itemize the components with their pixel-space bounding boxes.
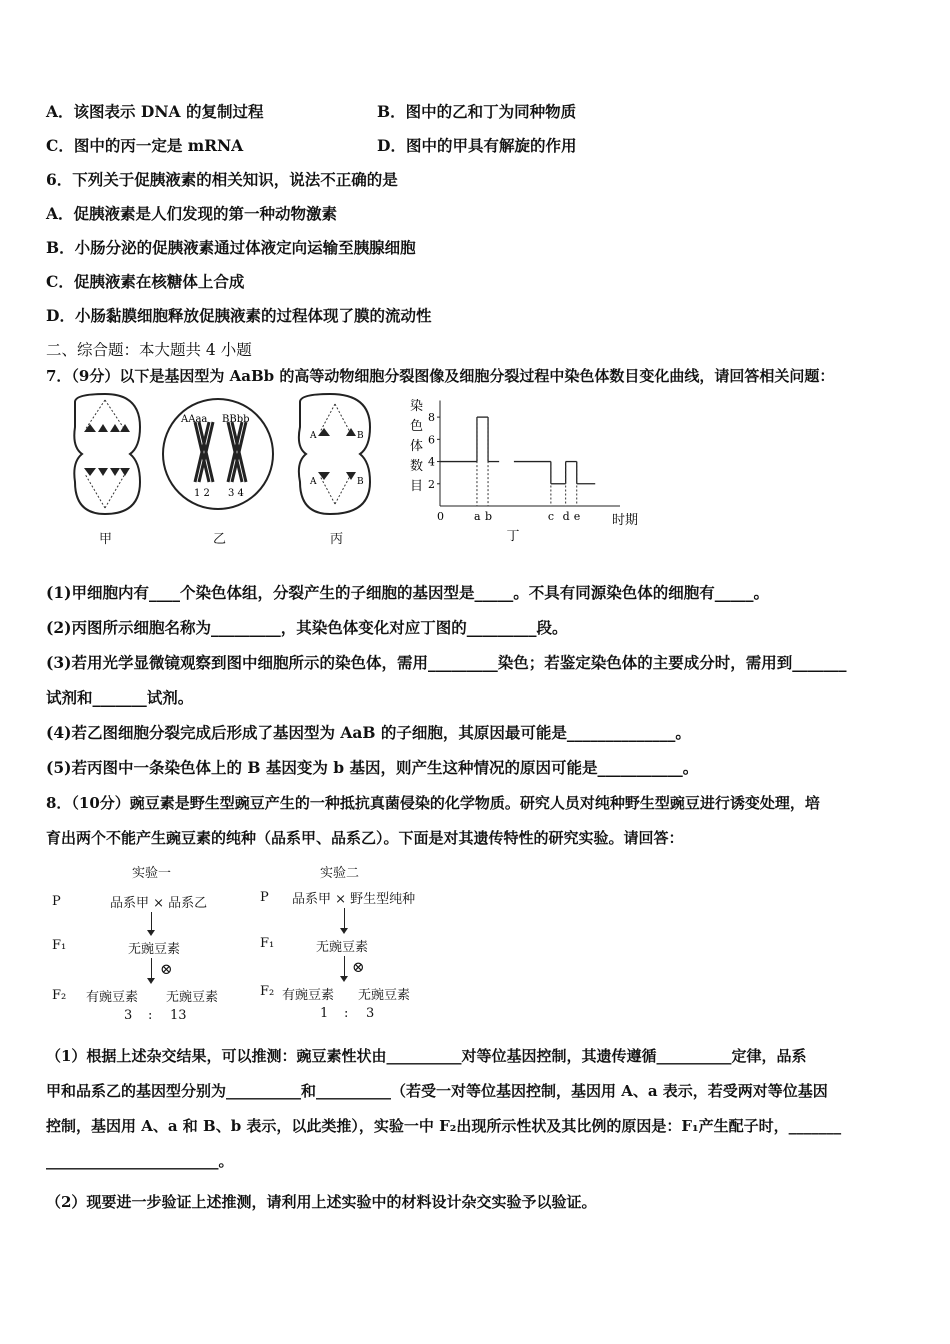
q6-option-c: C．促胰液素在核糖体上合成: [46, 272, 245, 291]
exp1-f1-pheno: 无豌豆素: [128, 942, 181, 957]
q5-option-b: B．图中的乙和丁为同种物质: [377, 102, 577, 121]
exp1-self-icon: ⊗: [160, 960, 173, 978]
section-heading: 二、综合题：本大题共 4 小题: [46, 341, 252, 359]
q5-option-a: A．该图表示 DNA 的复制过程: [46, 102, 264, 121]
exp2-f2: F₂: [260, 984, 275, 999]
label-bing: 丙: [330, 532, 344, 547]
q6-option-a: A．促胰液素是人们发现的第一种动物激素: [46, 204, 338, 223]
exp2-colon: :: [344, 1006, 349, 1021]
exp1-f2-a: 有豌豆素: [86, 990, 139, 1005]
q8-sub1-line1: （1）根据上述杂交结果，可以推测：豌豆素性状由__________对等位基因控制，其遗传遵循__________定律，品系: [46, 1047, 807, 1065]
svg-text:BBbb: BBbb: [222, 414, 250, 425]
exp1-f2-b: 无豌豆素: [166, 990, 219, 1005]
chromosome-count-chart: [410, 396, 645, 546]
exp1-p: P: [52, 894, 61, 909]
x-tick-label: e: [573, 510, 581, 523]
svg-text:B: B: [357, 477, 364, 487]
q5-option-c: C．图中的丙一定是 mRNA: [46, 136, 244, 155]
y-label-char: 体: [410, 439, 424, 454]
exp2-title: 实验二: [320, 866, 360, 881]
exp2-arrow-head-1: [340, 928, 348, 934]
cell-jia: [74, 394, 140, 514]
q8-stem-1: 8．（10分）豌豆素是野生型豌豆产生的一种抵抗真菌侵染的化学物质。研究人员对纯种野生型豌豆进行诱变处理，培: [46, 794, 820, 812]
experiment-1: [50, 862, 250, 1027]
q7-sub3a: (3)若用光学显微镜观察到图中细胞所示的染色体，需用_________染色；若鉴定染色体的主要成分时，需用到_______: [46, 653, 847, 672]
x-tick-label: c: [547, 510, 555, 523]
label-jia: 甲: [99, 532, 113, 547]
y-label-char: 数: [410, 459, 424, 474]
exp2-f2-b: 无豌豆素: [358, 988, 411, 1003]
x-tick-label: 0: [437, 510, 444, 523]
svg-text:3 4: 3 4: [228, 488, 244, 499]
svg-text:B: B: [357, 431, 364, 441]
x-tick-label: d: [562, 510, 570, 523]
svg-text:A: A: [310, 477, 317, 487]
y-tick-label: 2: [428, 477, 435, 491]
y-label-char: 染: [410, 399, 424, 414]
q7-sub5: (5)若丙图中一条染色体上的 B 基因变为 b 基因，则产生这种情况的原因可能是___________。: [46, 758, 699, 777]
cell-bing: [299, 394, 370, 514]
q5-option-d: D．图中的甲具有解旋的作用: [377, 136, 577, 155]
cell-yi: [163, 399, 273, 509]
q8-sub1-line2: 甲和品系乙的基因型分别为__________和__________（若受一对等位基因控制，基因用 A、a 表示，若受两对等位基因: [46, 1082, 828, 1100]
q8-sub2: （2）现要进一步验证上述推测，请利用上述实验中的材料设计杂交实验予以验证。: [46, 1193, 597, 1211]
exp1-ratio-b: 13: [170, 1008, 187, 1023]
y-tick-label: 4: [428, 455, 435, 469]
q8-stem-2: 育出两个不能产生豌豆素的纯种（品系甲、品系乙）。下面是对其遗传特性的研究实验。请回答：: [46, 829, 684, 847]
exp1-arrow-head-2: [147, 978, 155, 984]
q7-sub1: (1)甲细胞内有____个染色体组，分裂产生的子细胞的基因型是_____。不具有同源染色体的细胞有_____。: [46, 583, 769, 602]
svg-text:AAaa: AAaa: [181, 414, 208, 425]
y-tick-label: 8: [428, 411, 435, 425]
exp2-f1-pheno: 无豌豆素: [316, 940, 369, 955]
exp2-f2-a: 有豌豆素: [282, 988, 335, 1003]
label-yi: 乙: [213, 532, 227, 547]
svg-text:A: A: [310, 431, 317, 441]
q7-sub4: (4)若乙图细胞分裂完成后形成了基因型为 AaB 的子细胞，其原因最可能是______________。: [46, 723, 691, 742]
q6-option-b: B．小肠分泌的促胰液素通过体液定向运输至胰腺细胞: [46, 238, 416, 257]
q8-sub1-line3: 控制，基因用 A、a 和 B、b 表示，以此类推），实验一中 F₂出现所示性状及其比例的原因是：F₁产生配子时，_______: [46, 1117, 842, 1135]
exp2-f1: F₁: [260, 936, 275, 951]
exp2-p: P: [260, 890, 269, 905]
exp2-self-icon: ⊗: [352, 958, 365, 976]
x-axis-label: 时期: [612, 513, 639, 528]
q7-sub3b: 试剂和_______试剂。: [46, 688, 194, 707]
q7-stem: 7．（9分）以下是基因型为 AaBb 的高等动物细胞分裂图像及细胞分裂过程中染色体数目变化曲线，请回答相关问题：: [46, 367, 835, 385]
q6-stem: 6．下列关于促胰液素的相关知识，说法不正确的是: [46, 170, 398, 189]
y-label-char: 目: [410, 479, 424, 494]
exp2-arrow-head-2: [340, 976, 348, 982]
exp1-f2: F₂: [52, 988, 67, 1003]
x-tick-label: a: [473, 510, 481, 523]
exp2-ratio-b: 3: [366, 1006, 375, 1021]
exp1-title: 实验一: [132, 866, 172, 881]
exp1-cross: 品系甲 × 品系乙: [110, 896, 208, 911]
y-tick-label: 6: [428, 433, 435, 447]
exp1-f1: F₁: [52, 938, 67, 953]
x-tick-label: b: [485, 510, 493, 523]
y-label-char: 色: [410, 419, 424, 434]
q6-option-d: D．小肠黏膜细胞释放促胰液素的过程体现了膜的流动性: [46, 306, 432, 325]
exp1-arrow-head-1: [147, 930, 155, 936]
exp2-cross: 品系甲 × 野生型纯种: [292, 892, 416, 907]
svg-text:1 2: 1 2: [194, 488, 210, 499]
q8-sub1-line4: _______________________。: [46, 1152, 234, 1170]
q7-sub2: (2)丙图所示细胞名称为_________，其染色体变化对应丁图的_________段。: [46, 618, 568, 637]
exp1-ratio-a: 3: [124, 1008, 133, 1023]
chart-title: 丁: [506, 529, 520, 544]
experiment-2: [258, 862, 458, 1027]
exp1-colon: :: [148, 1008, 153, 1023]
exp2-ratio-a: 1: [320, 1006, 329, 1021]
